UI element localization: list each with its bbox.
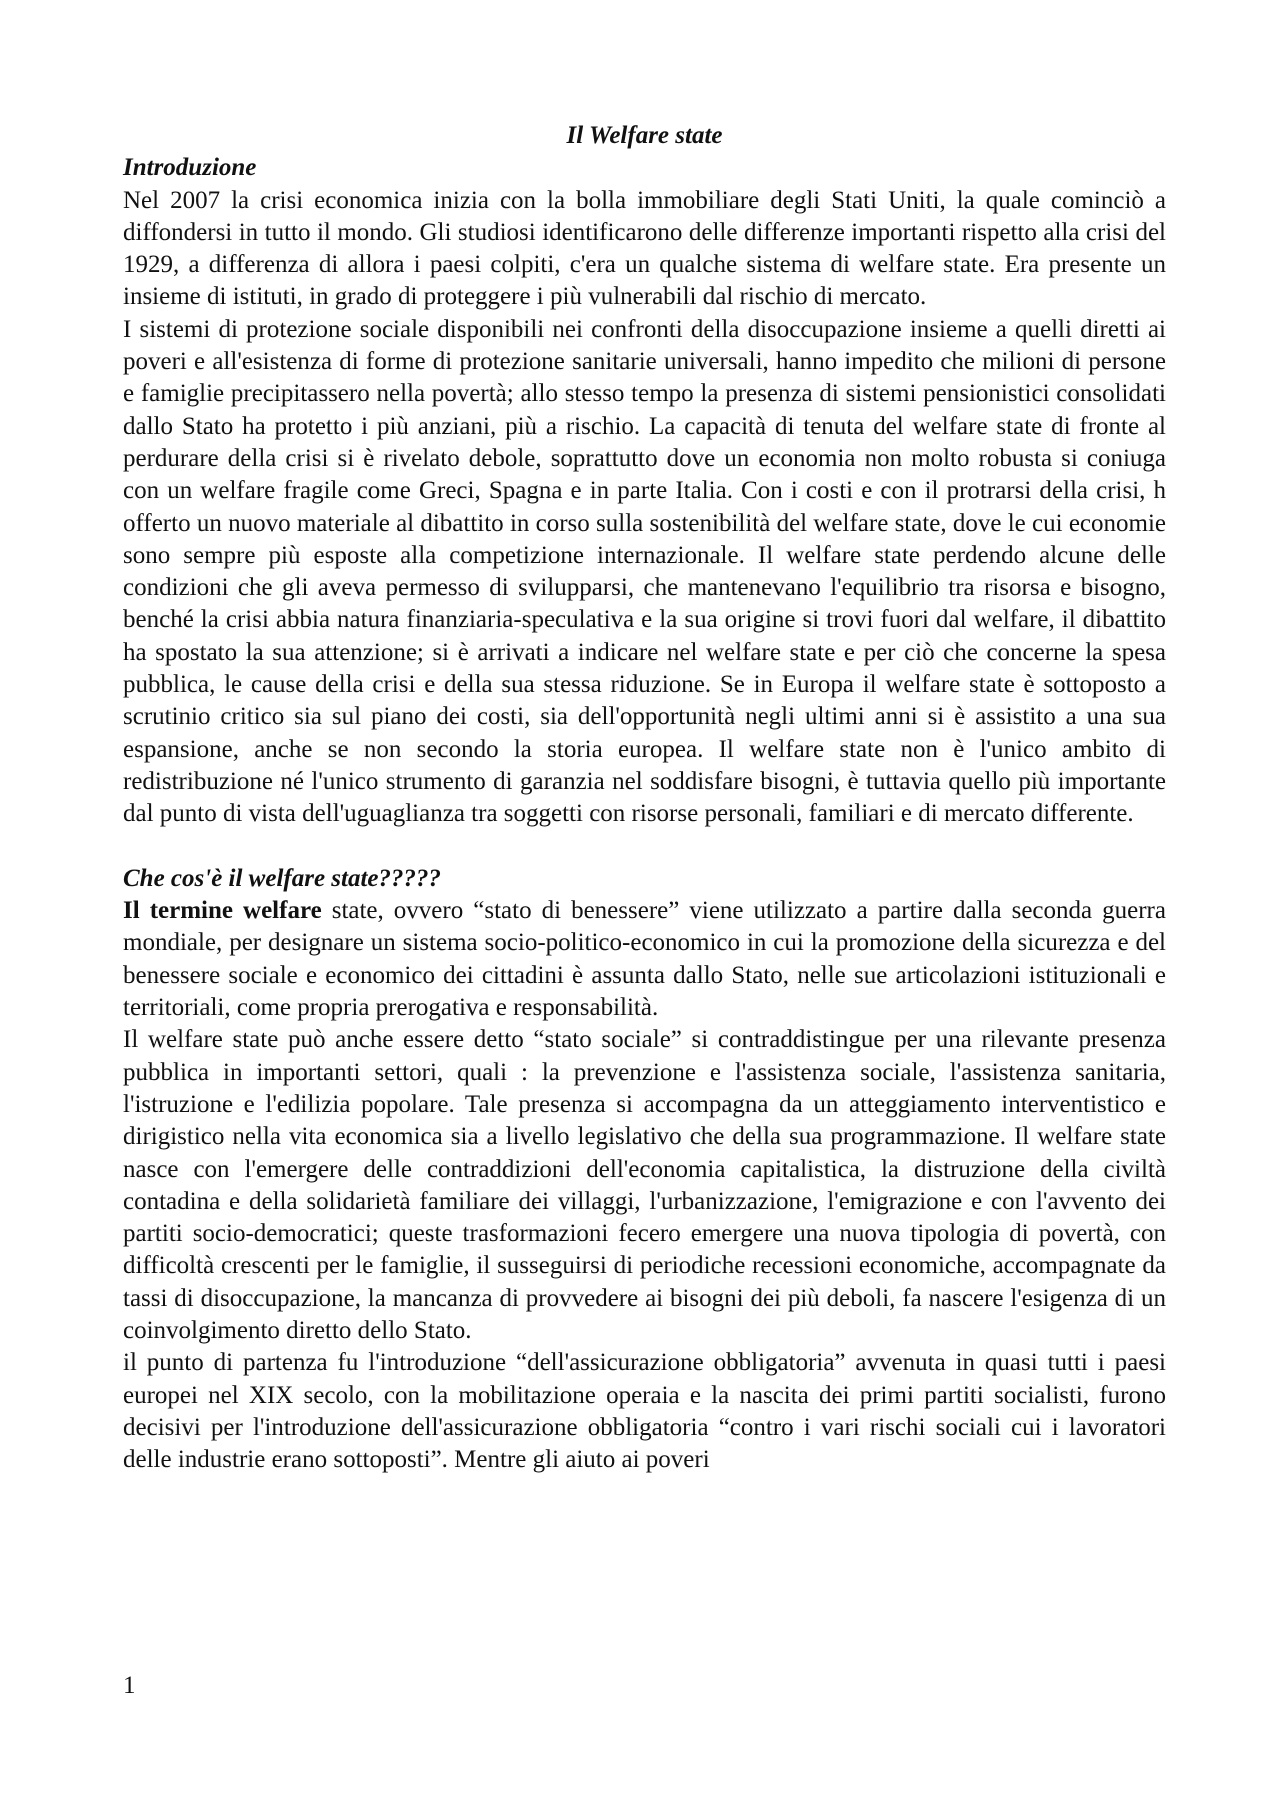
paragraph xyxy=(123,895,1166,1024)
page-number: 1 xyxy=(123,1672,136,1699)
document-title: Il Welfare state xyxy=(566,122,723,149)
paragraph: il punto di partenza fu l'introduzione “dell'assicurazione obbligatoria” avvenuta in quasi tutti i paesi europei nel XIX secolo, con la mobilitazione operaia e la nascita dei primi partiti socialisti, furono decisivi per l'introduzione dell'assicurazione obbligatoria “contro i vari rischi sociali cui i lavoratori delle industrie erano sottoposti”. Mentre gli aiuto ai poveri xyxy=(123,1349,1166,1474)
paragraph-spacer xyxy=(123,831,1166,863)
section-heading-che-cos-e: Che cos'è il welfare state????? xyxy=(123,864,442,892)
section-heading-introduzione: Introduzione xyxy=(123,154,257,182)
document-page xyxy=(123,120,1166,1476)
lead-paragraph-text: state, ovvero “stato di benessere” viene utilizzato a partire dalla seconda guerra mondiale, per designare un sistema socio-politico-economico in cui la promozione della sicurezza e del benessere sociale e economico dei cittadini è assunta dallo Stato, nelle sue articolazioni istituzionali e territoriali, come propria prerogativa e responsabilità. xyxy=(123,897,1166,1022)
paragraph: Nel 2007 la crisi economica inizia con la bolla immobiliare degli Stati Uniti, la quale cominciò a diffondersi in tutto il mondo. Gli studiosi identificarono delle differenze importanti rispetto alla crisi del 1929, a differenza di allora i paesi colpiti, c'era un qualche sistema di welfare state. Era presente un insieme di istituti, in grado di proteggere i più vulnerabili dal rischio di mercato. xyxy=(123,186,1166,311)
paragraph: Il welfare state può anche essere detto “stato sociale” si contraddistingue per una rilevante presenza pubblica in importanti settori, quali : la prevenzione e l'assistenza sociale, l'assistenza sanitaria, l'istruzione e l'edilizia popolare. Tale presenza si accompagna da un atteggiamento interventistico e dirigistico nella vita economica sia a livello legislativo che della sua programmazione. Il welfare state nasce con l'emergere delle contraddizioni dell'economia capitalistica, la distruzione della civiltà contadina e della solidarietà familiare dei villaggi, l'urbanizzazione, l'emigrazione e con l'avvento dei partiti socio-democratici; queste trasformazioni fecero emergere una nuova tipologia di povertà, con difficoltà crescenti per le famiglie, il susseguirsi di periodiche recessioni economiche, accompagnate da tassi di disoccupazione, la mancanza di provvedere ai bisogni dei più deboli, fa nascere l'esigenza di un coinvolgimento diretto dello Stato. xyxy=(123,1026,1166,1344)
paragraph: I sistemi di protezione sociale disponibili nei confronti della disoccupazione insieme a quelli diretti ai poveri e all'esistenza di forme di protezione sanitarie universali, hanno impedito che milioni di persone e famiglie precipitassero nella povertà; allo stesso tempo la presenza di sistemi pensionistici consolidati dallo Stato ha protetto i più anziani, più a rischio. La capacità di tenuta del welfare state di fronte al perdurare della crisi si è rivelato debole, soprattutto dove un economia non molto robusta si coniuga con un welfare fragile come Greci, Spagna e in parte Italia. Con i costi e con il protrarsi della crisi, h offerto un nuovo materiale al dibattito in corso sulla sostenibilità del welfare state, dove le cui economie sono sempre più esposte alla competizione internazionale. Il welfare state perdendo alcune delle condizioni che gli aveva permesso di svilupparsi, che mantenevano l'equilibrio tra risorsa e bisogno, benché la crisi abbia natura finanziaria-speculativa e la sua origine si trovi fuori dal welfare, il dibattito ha spostato la sua attenzione; si è arrivati a indicare nel welfare state e per ciò che concerne la spesa pubblica, le cause della crisi e della sua stessa riduzione. Se in Europa il welfare state è sottoposto a scrutinio critico sia sul piano dei costi, sia dell'opportunità negli ultimi anni si è assistito a una sua espansione, anche se non secondo la storia europea. Il welfare state non è l'unico ambito di redistribuzione né l'unico strumento di garanzia nel soddisfare bisogni, è tuttavia quello più importante dal punto di vista dell'uguaglianza tra soggetti con risorse personali, familiari e di mercato differente. xyxy=(123,315,1166,828)
bold-lead-text: Il termine welfare xyxy=(123,897,322,925)
